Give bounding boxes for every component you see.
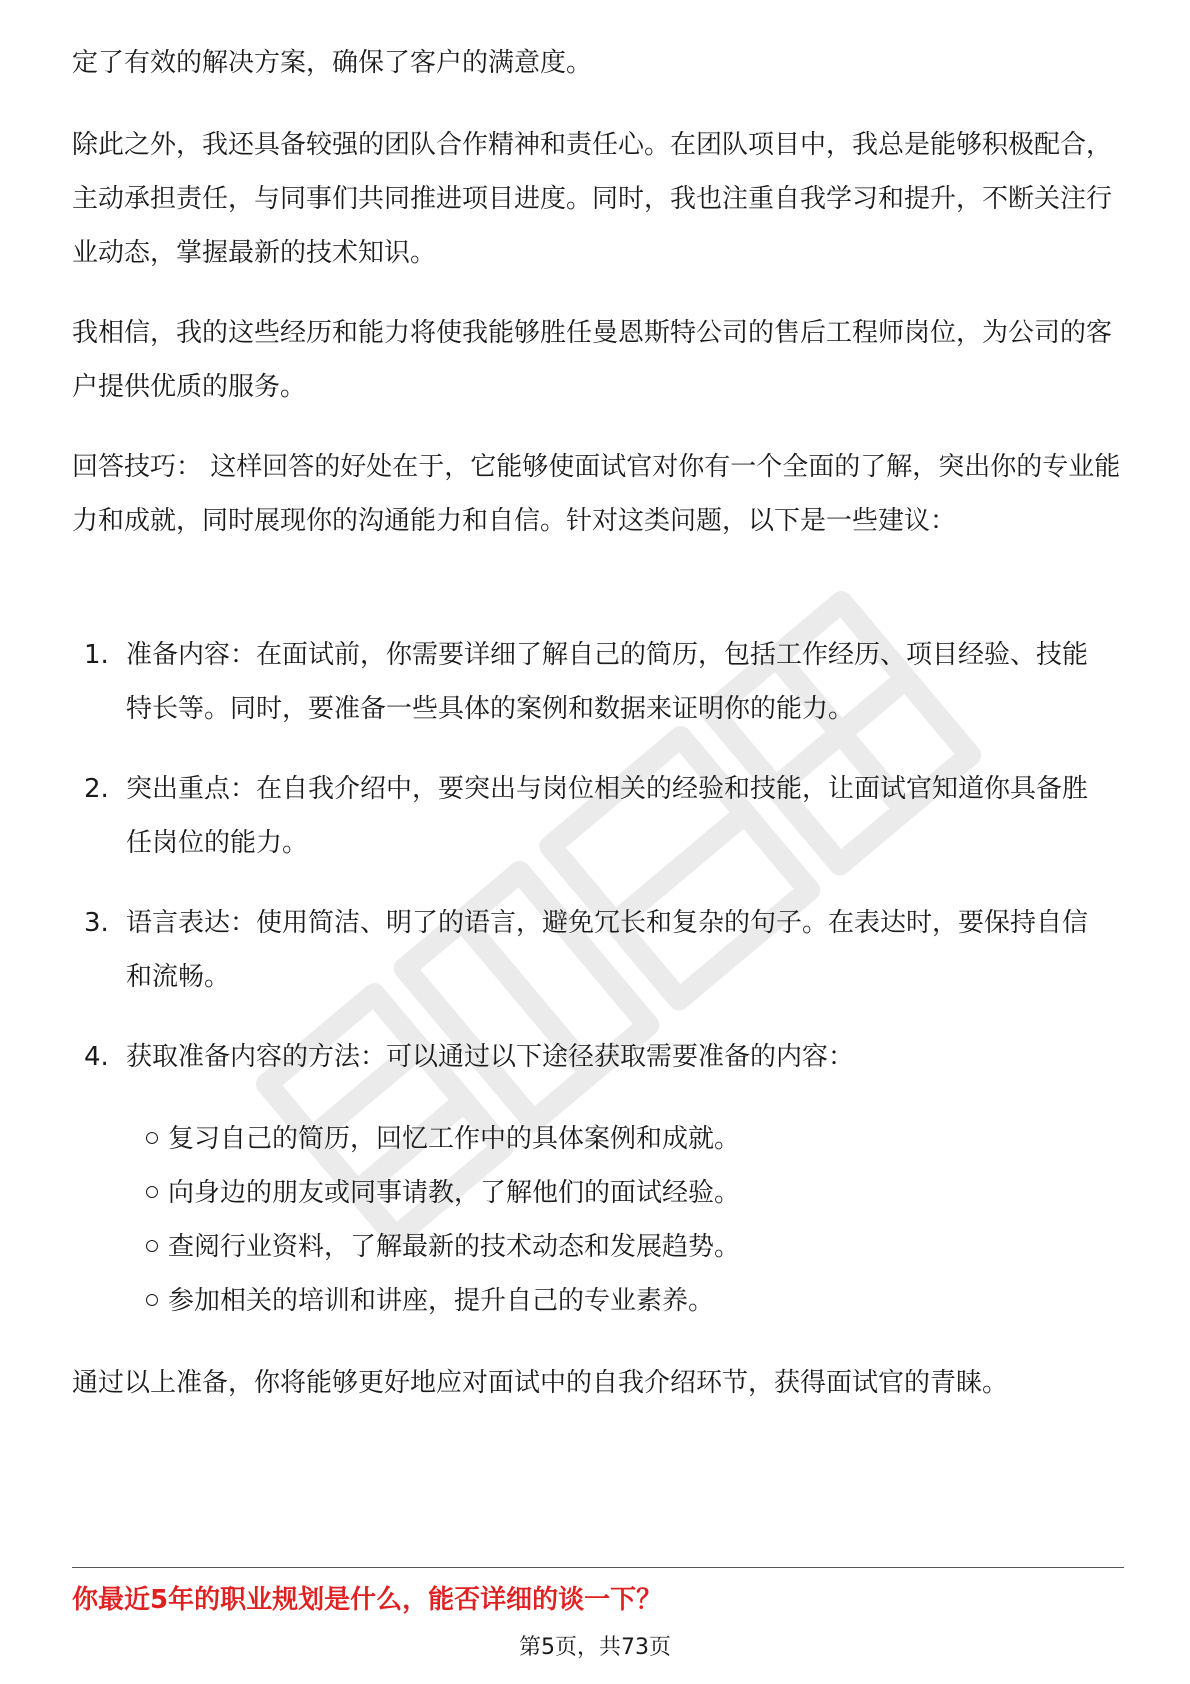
bullet-item: 查阅行业资料，了解最新的技术动态和发展趋势。: [146, 1220, 740, 1274]
next-question-heading: 你最近5年的职业规划是什么，能否详细的谈一下？: [72, 1585, 663, 1615]
list-item-prepare-content: 准备内容：在面试前，你需要详细了解自己的简历，包括工作经历、项目经验、技能特长等。同时，要准备一些具体的案例和数据来证明你的能力。: [126, 640, 1089, 724]
bullet-circle-icon: [146, 1132, 158, 1144]
paragraph-answer-tips: 回答技巧： 这样回答的好处在于，它能够使面试官对你有一个全面的了解，突出你的专业能力和成就，同时展现你的沟通能力和自信。针对这类问题，以下是一些建议：: [72, 452, 1121, 536]
bullet-circle-icon: [146, 1294, 158, 1306]
paragraph-intro-tail: 定了有效的解决方案，确保了客户的满意度。: [72, 48, 593, 78]
list-number-3: 3.: [84, 908, 109, 938]
list-item-prep-methods: 获取准备内容的方法：可以通过以下途径获取需要准备的内容：: [126, 1042, 855, 1072]
bullet-item: 复习自己的简历，回忆工作中的具体案例和成就。: [146, 1112, 740, 1166]
list-number-1: 1.: [84, 640, 109, 670]
bullet-circle-icon: [146, 1240, 158, 1252]
paragraph-belief: 我相信，我的这些经历和能力将使我能够胜任曼恩斯特公司的售后工程师岗位，为公司的客户提供优质的服务。: [72, 318, 1113, 402]
bullet-item: 参加相关的培训和讲座，提升自己的专业素养。: [146, 1274, 714, 1328]
list-number-2: 2.: [84, 774, 109, 804]
paragraph-teamwork: 除此之外，我还具备较强的团队合作精神和责任心。在团队项目中，我总是能够积极配合，主动承担责任，与同事们共同推进项目进度。同时，我也注重自我学习和提升，不断关注行业动态，掌握最新的技术知识。: [72, 130, 1113, 268]
list-number-4: 4.: [84, 1042, 109, 1072]
bullet-circle-icon: [146, 1186, 158, 1198]
section-divider: [72, 1567, 1124, 1568]
paragraph-conclusion: 通过以上准备，你将能够更好地应对面试中的自我介绍环节，获得面试官的青睐。: [72, 1368, 1009, 1398]
page-footer: 第5页，共73页: [519, 1635, 671, 1660]
bullet-item: 向身边的朋友或同事请教，了解他们的面试经验。: [146, 1166, 740, 1220]
list-item-highlight-focus: 突出重点：在自我介绍中，要突出与岗位相关的经验和技能，让面试官知道你具备胜任岗位的能力。: [126, 774, 1089, 858]
list-item-language-expression: 语言表达：使用简洁、明了的语言，避免冗长和复杂的句子。在表达时，要保持自信和流畅。: [126, 908, 1089, 992]
